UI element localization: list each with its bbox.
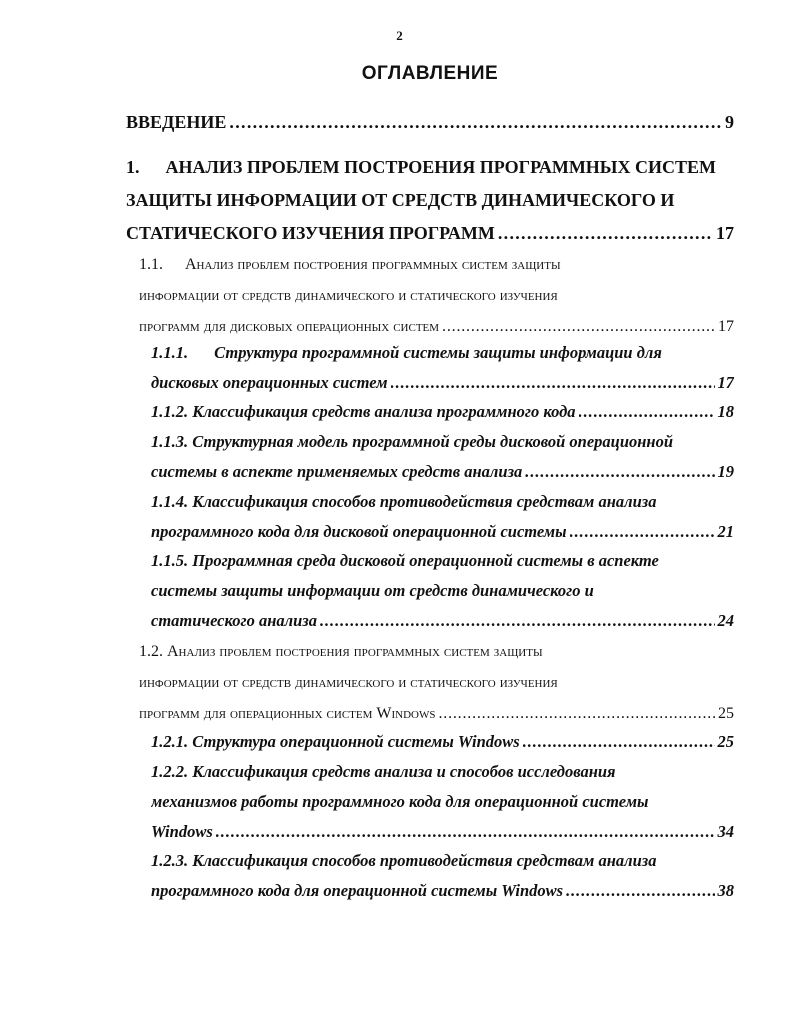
entry-text: Структура программной системы защиты информации для xyxy=(214,343,662,362)
entry-page: 9 xyxy=(725,112,734,132)
entry-text: ЗАЩИТЫ ИНФОРМАЦИИ ОТ СРЕДСТВ ДИНАМИЧЕСКОГО И xyxy=(126,190,675,210)
entry-text: 1.1.5. Программная среда дисковой операционной системы в аспекте xyxy=(151,551,659,570)
entry-text: 1.2.1. Структура операционной системы Windows xyxy=(151,732,520,751)
page-number: 2 xyxy=(396,28,403,43)
toc-entry-section-1-1-4[interactable] xyxy=(151,487,734,547)
dot-leader xyxy=(438,698,715,729)
entry-text: 1.1.4. Классификация способов противодействия средствам анализа xyxy=(151,492,657,511)
entry-page: 21 xyxy=(717,522,734,541)
entry-text: Анализ проблем построения программных систем защиты xyxy=(185,256,561,273)
entry-text: программ для операционных систем Windows xyxy=(139,705,436,722)
entry-text: системы защиты информации от средств динамического и xyxy=(151,581,594,600)
dot-leader xyxy=(229,106,722,139)
entry-text: ВВЕДЕНИЕ xyxy=(126,112,227,132)
entry-text: Windows xyxy=(151,822,213,841)
entry-number: 1.1.1. xyxy=(151,343,189,362)
entry-text: 1.1.2. Классификация средств анализа программного кода xyxy=(151,402,576,421)
dot-leader xyxy=(579,397,715,427)
entry-page: 17 xyxy=(716,223,734,243)
entry-page: 19 xyxy=(717,462,734,481)
dot-leader xyxy=(216,817,715,847)
entry-text: 1.1.3. Структурная модель программной среды дисковой операционной xyxy=(151,432,674,451)
toc-entry-chapter-1[interactable] xyxy=(126,151,734,250)
entry-page: 34 xyxy=(717,822,734,841)
dot-leader xyxy=(320,606,715,636)
dot-leader xyxy=(566,876,714,906)
entry-page: 17 xyxy=(718,318,734,335)
entry-text: информации от средств динамического и статического изучения xyxy=(139,287,558,304)
entry-text: дисковых операционных систем xyxy=(151,373,388,392)
dot-leader xyxy=(391,368,715,398)
entry-text: 1.2. Анализ проблем построения программных систем защиты xyxy=(139,643,543,660)
entry-text: программного кода для операционной системы Windows xyxy=(151,881,564,900)
dot-leader xyxy=(498,217,713,250)
entry-number: 1. xyxy=(126,157,140,177)
toc-entry-section-1-2[interactable] xyxy=(139,636,734,729)
entry-page: 17 xyxy=(717,373,734,392)
entry-text: программ для дисковых операционных систем xyxy=(139,318,440,335)
entry-page: 24 xyxy=(717,611,734,630)
entry-text: программного кода для дисковой операционной системы xyxy=(151,522,567,541)
dot-leader xyxy=(525,457,714,487)
entry-page: 18 xyxy=(717,402,734,421)
toc-title: ОГЛАВЛЕНИЕ xyxy=(361,63,499,84)
entry-text: 1.2.2. Классификация средств анализа и способов исследования xyxy=(151,762,616,781)
toc-entry-section-1-1-1[interactable] xyxy=(151,338,734,398)
toc-entry-section-1-2-2[interactable] xyxy=(151,757,734,847)
dot-leader xyxy=(523,727,715,757)
entry-text: 1.2.3. Классификация способов противодействия средствам анализа xyxy=(151,851,657,870)
toc-entry-section-1-1-2[interactable] xyxy=(151,397,734,427)
toc-entry-introduction[interactable] xyxy=(126,106,734,139)
toc-entry-section-1-2-1[interactable] xyxy=(151,727,734,757)
toc-entry-section-1-1-5[interactable] xyxy=(151,546,734,636)
entry-page: 38 xyxy=(717,881,734,900)
entry-text: СТАТИЧЕСКОГО ИЗУЧЕНИЯ ПРОГРАММ xyxy=(126,223,495,243)
dot-leader xyxy=(570,517,715,547)
entry-text: АНАЛИЗ ПРОБЛЕМ ПОСТРОЕНИЯ ПРОГРАММНЫХ СИСТЕМ xyxy=(165,157,716,177)
entry-text: системы в аспекте применяемых средств анализа xyxy=(151,462,523,481)
toc-entry-section-1-2-3[interactable] xyxy=(151,846,734,906)
toc-entry-section-1-1[interactable] xyxy=(139,249,734,342)
entry-number: 1.1. xyxy=(139,256,163,273)
entry-page: 25 xyxy=(717,732,734,751)
toc-entry-section-1-1-3[interactable] xyxy=(151,427,734,487)
entry-text: статического анализа xyxy=(151,611,317,630)
entry-text: информации от средств динамического и статического изучения xyxy=(139,674,558,691)
entry-text: механизмов работы программного кода для операционной системы xyxy=(151,792,649,811)
entry-page: 25 xyxy=(718,705,734,722)
